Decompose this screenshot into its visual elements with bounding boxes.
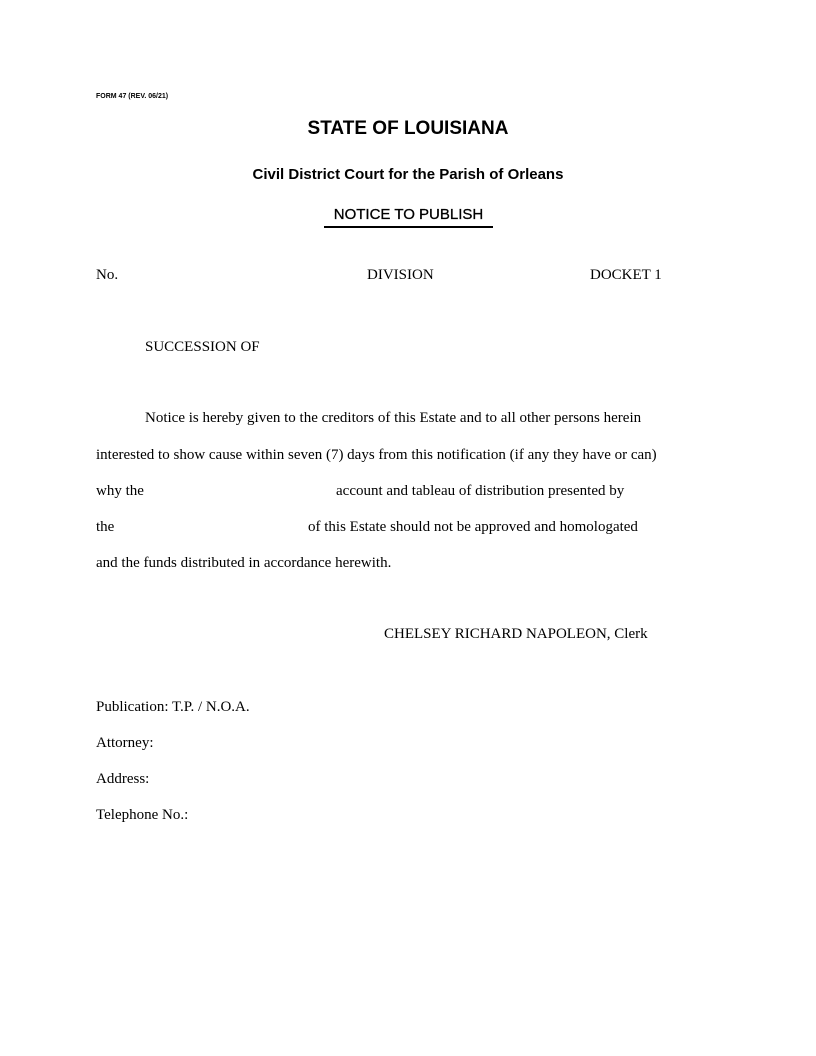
address-label: Address:: [96, 771, 150, 787]
form-id: FORM 47 (REV. 06/21): [96, 93, 169, 100]
docket-label: DOCKET 1: [590, 267, 662, 283]
court-name: Civil District Court for the Parish of Orleans: [252, 166, 564, 183]
body-line-4b: of this Estate should not be approved and homologated: [308, 519, 638, 535]
case-number-label: No.: [96, 267, 119, 283]
telephone-label: Telephone No.:: [96, 807, 189, 823]
publication-label: Publication: T.P. / N.O.A.: [96, 699, 250, 715]
body-line-3b: account and tableau of distribution presented by: [336, 483, 625, 499]
body-line-5: and the funds distributed in accordance herewith.: [96, 555, 392, 571]
body-line-4a: the: [96, 519, 115, 535]
body-line-1: Notice is hereby given to the creditors of this Estate and to all other persons herein: [145, 410, 642, 426]
notice-title: NOTICE TO PUBLISH: [333, 206, 484, 223]
body-line-3a: why the: [96, 483, 144, 499]
body-line-2: interested to show cause within seven (7) days from this notification (if any they have or can): [96, 447, 657, 463]
clerk-signature: CHELSEY RICHARD NAPOLEON, Clerk: [384, 626, 648, 642]
page-title: STATE OF LOUISIANA: [307, 118, 509, 139]
succession-label: SUCCESSION OF: [145, 339, 260, 355]
attorney-label: Attorney:: [96, 735, 154, 751]
division-label: DIVISION: [367, 267, 434, 283]
title-underline: [324, 226, 493, 228]
